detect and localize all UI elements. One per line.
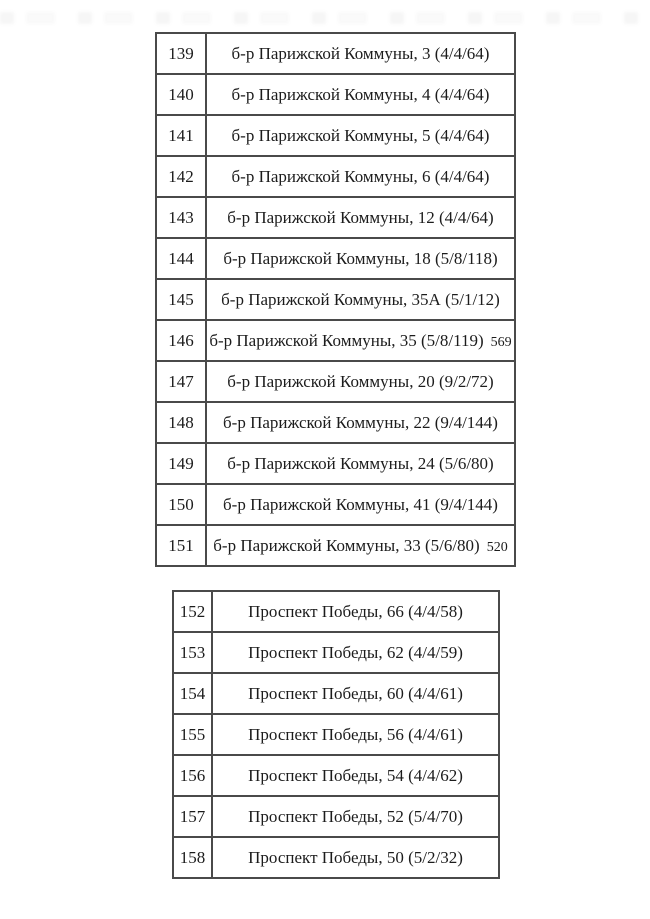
- row-address-text: б-р Парижской Коммуны, 22 (9/4/144): [223, 413, 498, 432]
- row-number: 146: [156, 320, 206, 361]
- table-row: [156, 402, 515, 443]
- row-address: [206, 484, 515, 525]
- row-address: [212, 837, 499, 878]
- row-address: [206, 279, 515, 320]
- table-row: [173, 796, 499, 837]
- row-address-text: Проспект Победы, 56 (4/4/61): [248, 725, 463, 744]
- table-row: [156, 320, 515, 361]
- row-address: [212, 591, 499, 632]
- table-row: [156, 361, 515, 402]
- table-row: [156, 33, 515, 74]
- row-address: [206, 238, 515, 279]
- row-number: 151: [156, 525, 206, 566]
- table-row: [156, 484, 515, 525]
- row-address: [212, 796, 499, 837]
- address-table-prospekt-pobedy: [172, 590, 500, 879]
- row-address-text: б-р Парижской Коммуны, 5 (4/4/64): [231, 126, 490, 145]
- table-row: [156, 197, 515, 238]
- row-number: 147: [156, 361, 206, 402]
- row-address: [206, 525, 515, 566]
- row-address-text: б-р Парижской Коммуны, 18 (5/8/118): [223, 249, 498, 268]
- row-address-text: Проспект Победы, 50 (5/2/32): [248, 848, 463, 867]
- row-address-text: Проспект Победы, 66 (4/4/58): [248, 602, 463, 621]
- address-table-body: [156, 33, 515, 566]
- row-address-text: б-р Парижской Коммуны, 6 (4/4/64): [231, 167, 490, 186]
- row-number: 155: [173, 714, 212, 755]
- row-number: 150: [156, 484, 206, 525]
- row-number: 143: [156, 197, 206, 238]
- row-address-text: б-р Парижской Коммуны, 33 (5/6/80): [213, 535, 480, 555]
- row-number: 154: [173, 673, 212, 714]
- row-address-text: б-р Парижской Коммуны, 24 (5/6/80): [227, 454, 494, 473]
- row-number: 158: [173, 837, 212, 878]
- table-row: [156, 279, 515, 320]
- row-address-text: Проспект Победы, 60 (4/4/61): [248, 684, 463, 703]
- row-address-text: б-р Парижской Коммуны, 41 (9/4/144): [223, 495, 498, 514]
- table-row: [173, 714, 499, 755]
- row-address: [206, 361, 515, 402]
- row-note: 569: [490, 334, 512, 350]
- row-number: 149: [156, 443, 206, 484]
- table-row: [156, 443, 515, 484]
- row-note: 520: [486, 539, 508, 555]
- row-address-text: б-р Парижской Коммуны, 35А (5/1/12): [221, 290, 500, 309]
- row-number: 152: [173, 591, 212, 632]
- row-number: 148: [156, 402, 206, 443]
- table-row: [173, 591, 499, 632]
- row-address: [206, 33, 515, 74]
- table-row: [156, 115, 515, 156]
- row-number: 156: [173, 755, 212, 796]
- row-address-text: б-р Парижской Коммуны, 3 (4/4/64): [231, 44, 490, 63]
- scan-artifact-smudge: [0, 12, 650, 24]
- row-number: 157: [173, 796, 212, 837]
- row-number: 153: [173, 632, 212, 673]
- row-address-text: б-р Парижской Коммуны, 12 (4/4/64): [227, 208, 494, 227]
- address-table-parizhskoy-kommuny: [155, 32, 516, 567]
- row-number: 139: [156, 33, 206, 74]
- row-address: [206, 402, 515, 443]
- row-address: [212, 755, 499, 796]
- address-table-body: [173, 591, 499, 878]
- row-address: [206, 74, 515, 115]
- row-number: 144: [156, 238, 206, 279]
- row-number: 145: [156, 279, 206, 320]
- row-address: [212, 714, 499, 755]
- row-address-text: б-р Парижской Коммуны, 35 (5/8/119): [209, 330, 484, 350]
- row-address: [206, 197, 515, 238]
- table-row: [156, 74, 515, 115]
- table-row: [156, 156, 515, 197]
- row-address-text: Проспект Победы, 52 (5/4/70): [248, 807, 463, 826]
- table-row: [156, 238, 515, 279]
- row-address-text: Проспект Победы, 62 (4/4/59): [248, 643, 463, 662]
- row-address: [206, 115, 515, 156]
- row-address-text: Проспект Победы, 54 (4/4/62): [248, 766, 463, 785]
- row-number: 141: [156, 115, 206, 156]
- row-address: [206, 443, 515, 484]
- row-address-text: б-р Парижской Коммуны, 20 (9/2/72): [227, 372, 494, 391]
- table-row: [173, 632, 499, 673]
- row-address: [212, 632, 499, 673]
- row-address: [206, 156, 515, 197]
- row-address: [212, 673, 499, 714]
- row-number: 142: [156, 156, 206, 197]
- table-row: [173, 673, 499, 714]
- table-row: [156, 525, 515, 566]
- table-row: [173, 755, 499, 796]
- row-number: 140: [156, 74, 206, 115]
- table-row: [173, 837, 499, 878]
- row-address: [206, 320, 515, 361]
- row-address-text: б-р Парижской Коммуны, 4 (4/4/64): [231, 85, 490, 104]
